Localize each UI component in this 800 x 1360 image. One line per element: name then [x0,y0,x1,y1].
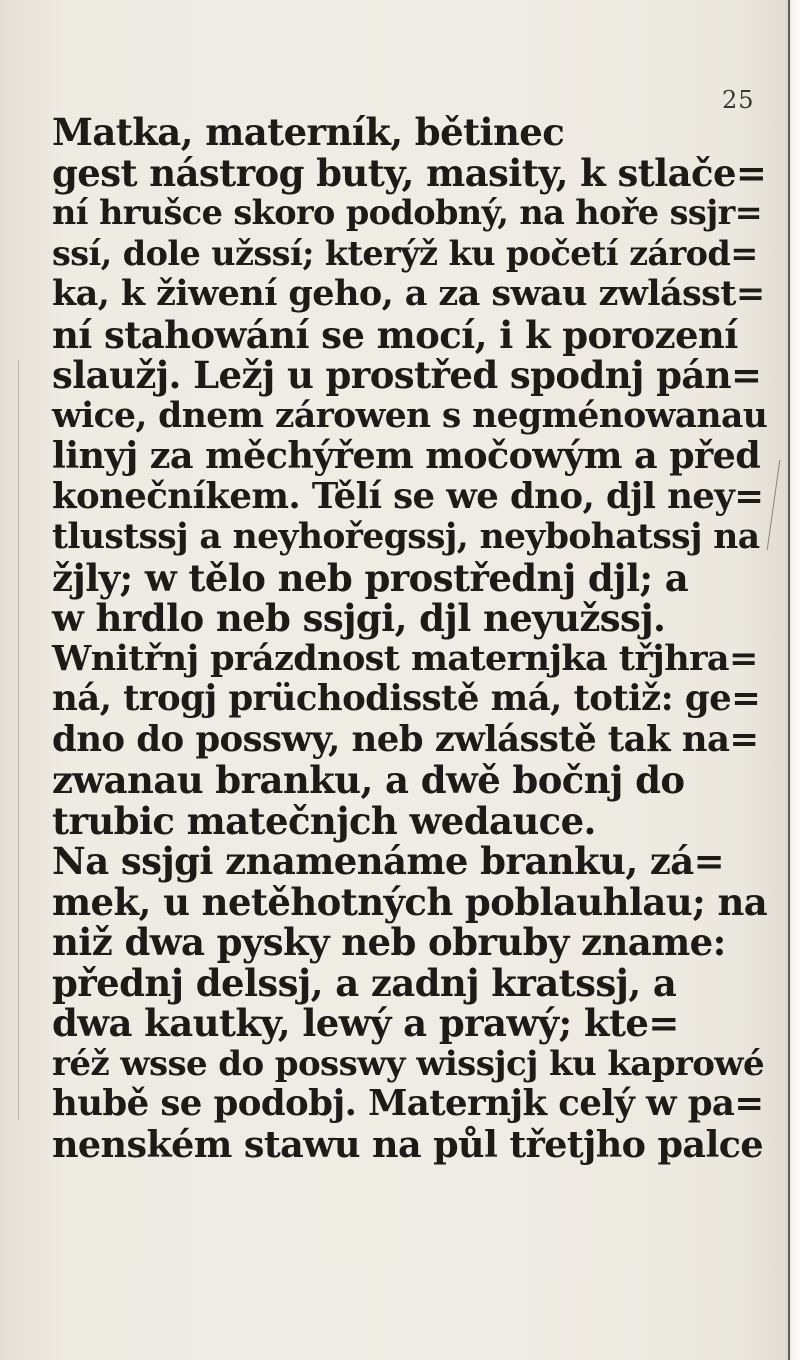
text-line: tlustssj a neyhořegssj, neybohatssj na [52,517,760,557]
text-line: zwanau branku, a dwě bočnj do [52,758,685,802]
text-line: ní stahowání se mocí, i k porození [52,312,738,357]
text-line: gest nástrog buty, masity, k stlače= [52,150,767,195]
left-margin-rule [18,360,19,1120]
body-text [52,112,772,1165]
text-line: w hrdlo neb ssjgi, djl neyužssj. [52,596,666,640]
text-line: niž dwa pysky neb obruby zname: [52,920,726,964]
text-line: wice, dnem zárowen s negménowanau [52,395,768,436]
text-line: žjly; w tělo neb prostřednj djl; a [52,555,689,600]
text-line: dno do posswy, neb zwlásstě tak na= [52,718,759,760]
text-line: hubě se podobj. Maternjk celý w pa= [52,1083,764,1124]
text-line: slaužj. Ležj u prostřed spodnj pán= [52,353,762,397]
text-line: přednj delssj, a zadnj kratssj, a [52,960,677,1005]
text-line: réž wsse do posswy wissjcj ku kaprowé [52,1043,764,1084]
text-line: linyj za měchýřem močowým a před [52,434,761,477]
text-line: ssí, dole užssí; kterýž ku početí zárod= [52,233,758,273]
text-line: ná, trogj prüchodisstě má, totiž: ge= [52,678,761,719]
text-line: mek, u netěhotných poblauhlau; na [52,879,768,924]
text-line: Wnitřnj prázdnost maternjka třjhra= [52,637,758,679]
text-line: ka, k žiwení geho, a za swau zwlásst= [52,273,765,314]
text-line: dwa kautky, lewý a prawý; kte= [52,1001,679,1045]
text-line: Na ssjgi znamenáme branku, zá= [52,839,725,883]
text-line: nenském stawu na půl třetjho palce [52,1122,763,1166]
page-edge-line [788,0,790,1360]
page-number: 25 [722,86,755,114]
text-line: konečníkem. Tělí se we dno, djl ney= [52,475,764,517]
text-line: trubic matečnjch wedauce. [52,798,596,843]
text-line: Matka, materník, bětinec [52,110,565,154]
text-line: ní hrušce skoro podobný, na hoře ssjr= [52,193,763,232]
